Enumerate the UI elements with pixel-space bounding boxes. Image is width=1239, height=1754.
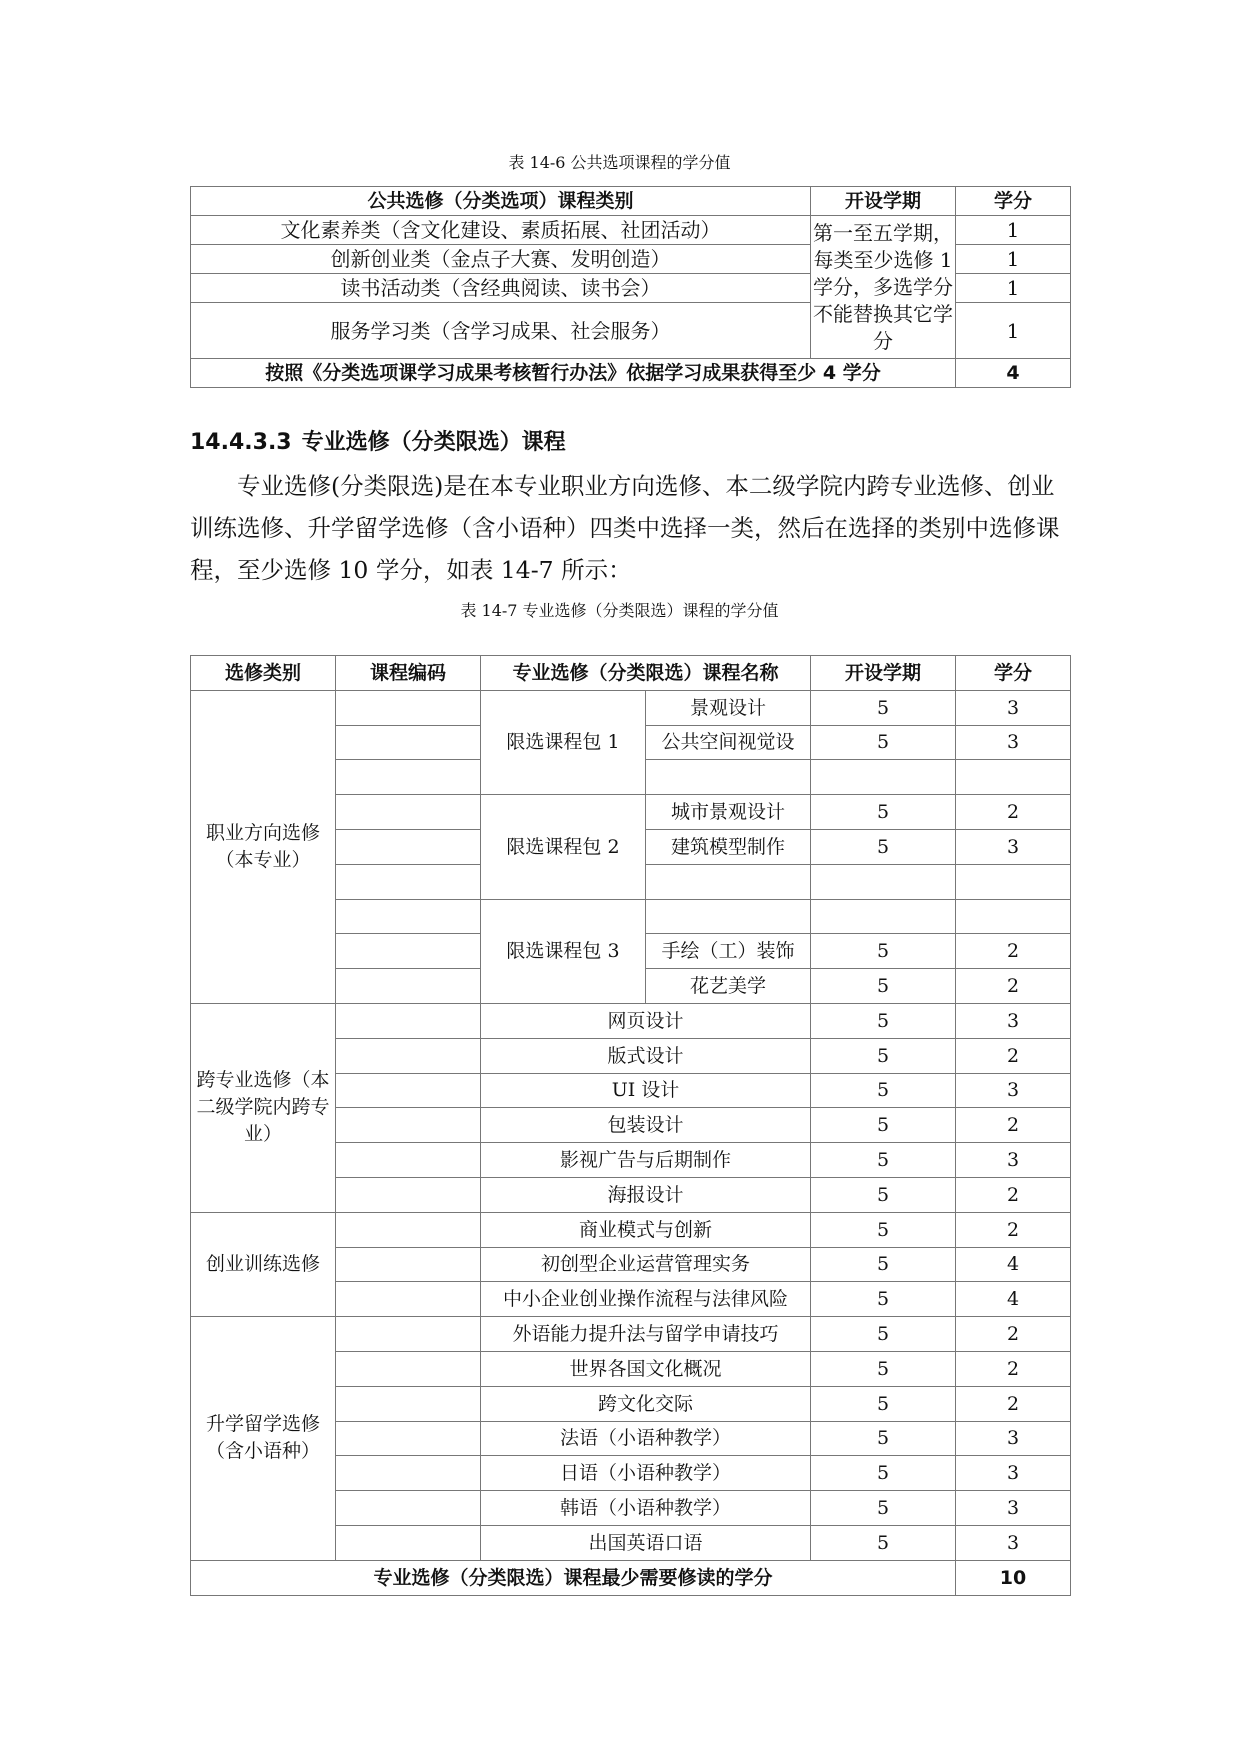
table-row bbox=[191, 216, 1071, 245]
header-credit: 学分 bbox=[956, 187, 1071, 216]
course-name: 影视广告与后期制作 bbox=[481, 1143, 811, 1178]
course-semester: 5 bbox=[811, 1386, 956, 1421]
course-credit: 3 bbox=[956, 1003, 1071, 1038]
course-code bbox=[336, 1143, 481, 1178]
row-category: 创新创业类（金点子大赛、发明创造） bbox=[191, 245, 811, 274]
course-semester: 5 bbox=[811, 725, 956, 760]
header-code: 课程编码 bbox=[336, 656, 481, 691]
table-header-row bbox=[191, 187, 1071, 216]
category-entrepreneurship: 创业训练选修 bbox=[191, 1212, 336, 1316]
course-credit: 2 bbox=[956, 1108, 1071, 1143]
table-14-6 bbox=[190, 186, 1071, 388]
course-code bbox=[336, 1212, 481, 1247]
course-credit bbox=[956, 864, 1071, 899]
header-course-name: 专业选修（分类限选）课程名称 bbox=[481, 656, 811, 691]
course-semester: 5 bbox=[811, 1247, 956, 1282]
course-name: 公共空间视觉设 bbox=[646, 725, 811, 760]
course-credit bbox=[956, 760, 1071, 795]
course-credit: 3 bbox=[956, 1525, 1071, 1560]
course-name: 出国英语口语 bbox=[481, 1525, 811, 1560]
course-semester: 5 bbox=[811, 1282, 956, 1317]
course-credit: 2 bbox=[956, 1038, 1071, 1073]
row-category: 读书活动类（含经典阅读、读书会） bbox=[191, 274, 811, 303]
course-credit: 4 bbox=[956, 1247, 1071, 1282]
table-row bbox=[191, 1003, 1071, 1038]
course-name: 初创型企业运营管理实务 bbox=[481, 1247, 811, 1282]
course-credit: 2 bbox=[956, 1212, 1071, 1247]
course-code bbox=[336, 690, 481, 725]
course-name bbox=[646, 864, 811, 899]
course-code bbox=[336, 1386, 481, 1421]
course-credit: 2 bbox=[956, 1177, 1071, 1212]
course-name: 法语（小语种教学） bbox=[481, 1421, 811, 1456]
course-code bbox=[336, 969, 481, 1004]
course-code bbox=[336, 934, 481, 969]
course-credit: 2 bbox=[956, 1317, 1071, 1352]
package-name: 限选课程包 1 bbox=[481, 690, 646, 794]
course-code bbox=[336, 795, 481, 830]
course-semester: 5 bbox=[811, 1038, 956, 1073]
course-name: 日语（小语种教学） bbox=[481, 1456, 811, 1491]
course-credit: 2 bbox=[956, 969, 1071, 1004]
course-code bbox=[336, 725, 481, 760]
course-name: 跨文化交际 bbox=[481, 1386, 811, 1421]
course-name: 包装设计 bbox=[481, 1108, 811, 1143]
footer-text: 按照《分类选项课学习成果考核暂行办法》依据学习成果获得至少 4 学分 bbox=[191, 359, 956, 388]
semester-note: 第一至五学期，每类至少选修 1 学分，多选学分不能替换其它学分 bbox=[811, 216, 956, 359]
row-credit: 1 bbox=[956, 245, 1071, 274]
course-name: 建筑模型制作 bbox=[646, 829, 811, 864]
course-name: 外语能力提升法与留学申请技巧 bbox=[481, 1317, 811, 1352]
table-total-row bbox=[191, 1560, 1071, 1595]
course-credit: 3 bbox=[956, 1456, 1071, 1491]
course-credit bbox=[956, 899, 1071, 934]
course-name: 网页设计 bbox=[481, 1003, 811, 1038]
course-semester: 5 bbox=[811, 1317, 956, 1352]
course-credit: 3 bbox=[956, 690, 1071, 725]
course-credit: 3 bbox=[956, 1421, 1071, 1456]
table-footer-row bbox=[191, 359, 1071, 388]
course-name: 城市景观设计 bbox=[646, 795, 811, 830]
course-name: 韩语（小语种教学） bbox=[481, 1491, 811, 1526]
course-name: UI 设计 bbox=[481, 1073, 811, 1108]
course-name: 中小企业创业操作流程与法律风险 bbox=[481, 1282, 811, 1317]
course-name bbox=[646, 760, 811, 795]
row-category: 文化素养类（含文化建设、素质拓展、社团活动） bbox=[191, 216, 811, 245]
course-code bbox=[336, 1282, 481, 1317]
course-name: 版式设计 bbox=[481, 1038, 811, 1073]
course-semester: 5 bbox=[811, 795, 956, 830]
course-name: 花艺美学 bbox=[646, 969, 811, 1004]
package-name: 限选课程包 2 bbox=[481, 795, 646, 899]
header-category: 公共选修（分类选项）课程类别 bbox=[191, 187, 811, 216]
section-number: 14.4.3.3 bbox=[190, 430, 292, 455]
table-header-row bbox=[191, 656, 1071, 691]
course-code bbox=[336, 899, 481, 934]
course-code bbox=[336, 1073, 481, 1108]
course-credit: 3 bbox=[956, 1143, 1071, 1178]
course-semester bbox=[811, 864, 956, 899]
category-cross-major: 跨专业选修（本二级学院内跨专业） bbox=[191, 1003, 336, 1212]
course-name bbox=[646, 899, 811, 934]
course-semester bbox=[811, 899, 956, 934]
header-credit: 学分 bbox=[956, 656, 1071, 691]
course-semester: 5 bbox=[811, 1143, 956, 1178]
course-semester: 5 bbox=[811, 1003, 956, 1038]
course-credit: 3 bbox=[956, 1491, 1071, 1526]
course-credit: 4 bbox=[956, 1282, 1071, 1317]
course-semester bbox=[811, 760, 956, 795]
course-name: 海报设计 bbox=[481, 1177, 811, 1212]
course-credit: 3 bbox=[956, 725, 1071, 760]
course-credit: 3 bbox=[956, 1073, 1071, 1108]
section-heading bbox=[190, 425, 566, 456]
table-row bbox=[191, 1212, 1071, 1247]
table-row bbox=[191, 690, 1071, 725]
course-credit: 2 bbox=[956, 795, 1071, 830]
table-14-7 bbox=[190, 655, 1071, 1596]
total-label: 专业选修（分类限选）课程最少需要修读的学分 bbox=[191, 1560, 956, 1595]
course-code bbox=[336, 829, 481, 864]
course-semester: 5 bbox=[811, 690, 956, 725]
course-credit: 2 bbox=[956, 934, 1071, 969]
row-credit: 1 bbox=[956, 274, 1071, 303]
course-code bbox=[336, 1351, 481, 1386]
course-semester: 5 bbox=[811, 1351, 956, 1386]
footer-credit: 4 bbox=[956, 359, 1071, 388]
category-career-direction: 职业方向选修（本专业） bbox=[191, 690, 336, 1003]
course-code bbox=[336, 1491, 481, 1526]
row-credit: 1 bbox=[956, 303, 1071, 359]
header-semester: 开设学期 bbox=[811, 656, 956, 691]
package-name: 限选课程包 3 bbox=[481, 899, 646, 1003]
table-row bbox=[191, 1317, 1071, 1352]
course-code bbox=[336, 864, 481, 899]
course-name: 商业模式与创新 bbox=[481, 1212, 811, 1247]
course-semester: 5 bbox=[811, 1212, 956, 1247]
total-credit: 10 bbox=[956, 1560, 1071, 1595]
header-semester: 开设学期 bbox=[811, 187, 956, 216]
row-credit: 1 bbox=[956, 216, 1071, 245]
course-name: 世界各国文化概况 bbox=[481, 1351, 811, 1386]
course-code bbox=[336, 1003, 481, 1038]
category-further-study-abroad: 升学留学选修（含小语种） bbox=[191, 1317, 336, 1561]
course-semester: 5 bbox=[811, 1456, 956, 1491]
course-code bbox=[336, 1317, 481, 1352]
course-code bbox=[336, 1421, 481, 1456]
course-semester: 5 bbox=[811, 1073, 956, 1108]
course-semester: 5 bbox=[811, 1491, 956, 1526]
section-title: 专业选修（分类限选）课程 bbox=[301, 430, 566, 455]
course-semester: 5 bbox=[811, 829, 956, 864]
course-code bbox=[336, 1247, 481, 1282]
course-code bbox=[336, 1456, 481, 1491]
course-semester: 5 bbox=[811, 1177, 956, 1212]
course-semester: 5 bbox=[811, 934, 956, 969]
table-14-7-caption: 表 14-7 专业选修（分类限选）课程的学分值 bbox=[460, 601, 779, 620]
course-semester: 5 bbox=[811, 1108, 956, 1143]
course-code bbox=[336, 1525, 481, 1560]
section-paragraph: 专业选修(分类限选)是在本专业职业方向选修、本二级学院内跨专业选修、创业训练选修、升学留学选修（含小语种）四类中选择一类，然后在选择的类别中选修课程，至少选修 10 学分，如表 14-7 所示： bbox=[190, 472, 1060, 584]
course-semester: 5 bbox=[811, 969, 956, 1004]
course-code bbox=[336, 1038, 481, 1073]
row-category: 服务学习类（含学习成果、社会服务） bbox=[191, 303, 811, 359]
course-name: 手绘（工）装饰 bbox=[646, 934, 811, 969]
table-14-6-caption: 表 14-6 公共选项课程的学分值 bbox=[508, 153, 731, 172]
header-category: 选修类别 bbox=[191, 656, 336, 691]
course-credit: 2 bbox=[956, 1386, 1071, 1421]
course-credit: 3 bbox=[956, 829, 1071, 864]
course-name: 景观设计 bbox=[646, 690, 811, 725]
course-code bbox=[336, 1177, 481, 1212]
course-code bbox=[336, 760, 481, 795]
course-credit: 2 bbox=[956, 1351, 1071, 1386]
course-code bbox=[336, 1108, 481, 1143]
course-semester: 5 bbox=[811, 1525, 956, 1560]
course-semester: 5 bbox=[811, 1421, 956, 1456]
